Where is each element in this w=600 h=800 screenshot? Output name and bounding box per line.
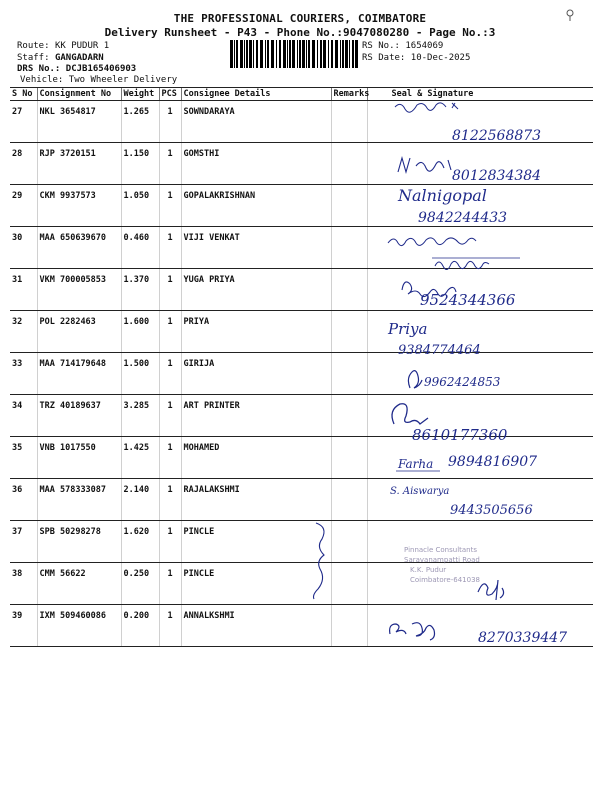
col-consignment: Consignment No — [37, 88, 121, 101]
row-signature-cell — [367, 605, 593, 647]
row-weight: 1.150 — [121, 143, 159, 185]
barcode-bar — [260, 40, 263, 68]
row-consignee: GOPALAKRISHNAN — [181, 185, 331, 227]
barcode-bar — [331, 40, 333, 68]
row-consignment-no: MAA 650639670 — [37, 227, 121, 269]
svg-text:Saravanampatti Road: Saravanampatti Road — [404, 556, 480, 564]
row-signature-cell — [367, 101, 593, 143]
row-consignment-no: RJP 3720151 — [37, 143, 121, 185]
row-sno: 37 — [10, 521, 37, 563]
route-line — [17, 41, 109, 51]
table-row — [10, 605, 593, 647]
row-consignment-no: SPB 50298278 — [37, 521, 121, 563]
staff-label: Staff: — [17, 53, 50, 63]
table-header-row — [10, 88, 593, 101]
barcode-bar — [230, 40, 233, 68]
row-remarks — [331, 395, 367, 437]
vehicle-line — [20, 75, 177, 85]
row-pcs: 1 — [159, 227, 181, 269]
barcode-bar — [279, 40, 281, 68]
barcode-bar — [297, 40, 298, 68]
row-pcs: 1 — [159, 563, 181, 605]
row-signature-cell — [367, 185, 593, 227]
row-consignment-no: MAA 714179648 — [37, 353, 121, 395]
row-pcs: 1 — [159, 269, 181, 311]
row-consignment-no: NKL 3654817 — [37, 101, 121, 143]
barcode-bar — [265, 40, 266, 68]
signature-name: Priya — [388, 320, 428, 338]
table-row — [10, 269, 593, 311]
barcode-bar — [234, 40, 235, 68]
barcode-bar — [246, 40, 248, 68]
row-signature-cell — [367, 269, 593, 311]
row-remarks — [331, 185, 367, 227]
row-weight: 1.620 — [121, 521, 159, 563]
row-weight: 0.200 — [121, 605, 159, 647]
col-remarks: Remarks — [331, 88, 367, 101]
barcode-bar — [355, 40, 358, 68]
signature-phone: 9842244433 — [418, 210, 508, 226]
row-consignee: GOMSTHI — [181, 143, 331, 185]
barcode-bar — [271, 40, 274, 68]
row-consignee: PINCLE — [181, 521, 331, 563]
row-sno: 36 — [10, 479, 37, 521]
row-sno: 38 — [10, 563, 37, 605]
row-consignee: ANNALKSHMI — [181, 605, 331, 647]
row-signature-cell — [367, 521, 593, 563]
rs-no-value: 1654069 — [405, 41, 444, 51]
barcode-bar — [253, 40, 254, 68]
row-consignment-no: CMM 56622 — [37, 563, 121, 605]
row-sno: 32 — [10, 311, 37, 353]
signature-phone: 8270339447 — [478, 630, 568, 646]
barcode-bar — [256, 40, 258, 68]
row-sno: 30 — [10, 227, 37, 269]
col-sno: S No — [10, 88, 37, 101]
row-weight: 0.250 — [121, 563, 159, 605]
row-weight: 1.500 — [121, 353, 159, 395]
row-consignee: PRIYA — [181, 311, 331, 353]
signature-phone: 8610177360 — [412, 426, 508, 444]
rs-date-label: RS Date: — [362, 53, 406, 63]
barcode-bar — [352, 40, 354, 68]
barcode-bar — [335, 40, 338, 68]
route-value: KK PUDUR 1 — [54, 41, 110, 51]
row-remarks — [331, 269, 367, 311]
row-pcs: 1 — [159, 185, 181, 227]
barcode-bar — [287, 40, 288, 68]
barcode-bar — [267, 40, 269, 68]
svg-text:K.K. Pudur: K.K. Pudur — [410, 566, 447, 574]
signature-name: Farha — [398, 457, 434, 471]
row-pcs: 1 — [159, 143, 181, 185]
barcode-bar — [320, 40, 322, 68]
row-weight: 1.265 — [121, 101, 159, 143]
barcode-bar — [240, 40, 243, 68]
row-signature-cell — [367, 227, 593, 269]
row-signature-cell — [367, 311, 593, 353]
rs-no-label: RS No.: — [362, 41, 400, 51]
row-remarks — [331, 143, 367, 185]
rs-date-line — [362, 53, 470, 63]
row-sno: 34 — [10, 395, 37, 437]
row-consignment-no: VNB 1017550 — [37, 437, 121, 479]
signature-phone: 9443505656 — [450, 503, 533, 518]
row-weight: 1.370 — [121, 269, 159, 311]
row-consignee: VIJI VENKAT — [181, 227, 331, 269]
signature-phone: 9962424853 — [424, 375, 501, 389]
rs-date-value: 10-Dec-2025 — [410, 53, 471, 63]
row-weight: 0.460 — [121, 227, 159, 269]
row-consignee: MOHAMED — [181, 437, 331, 479]
row-remarks — [331, 353, 367, 395]
row-pcs: 1 — [159, 521, 181, 563]
barcode-bar — [312, 40, 315, 68]
signature-name: Nalnigopal — [398, 186, 487, 205]
barcode-bar — [302, 40, 305, 68]
col-signature: Seal & Signature — [367, 88, 593, 101]
row-pcs: 1 — [159, 101, 181, 143]
rs-no-line — [362, 41, 443, 51]
barcode-bar — [236, 40, 238, 68]
vehicle-value: Two Wheeler Delivery — [68, 75, 178, 85]
row-sno: 33 — [10, 353, 37, 395]
row-remarks — [331, 605, 367, 647]
row-sno: 29 — [10, 185, 37, 227]
col-consignee: Consignee Details — [181, 88, 331, 101]
route-label: Route: — [17, 41, 50, 51]
row-pcs: 1 — [159, 353, 181, 395]
table-row — [10, 101, 593, 143]
svg-text:Pinnacle Consultants: Pinnacle Consultants — [404, 546, 477, 554]
row-consignment-no: TRZ 40189637 — [37, 395, 121, 437]
barcode-bar — [289, 40, 291, 68]
row-consignment-no: VKM 700005853 — [37, 269, 121, 311]
barcode — [230, 40, 358, 68]
barcode-bar — [276, 40, 277, 68]
row-weight: 1.050 — [121, 185, 159, 227]
row-consignment-no: IXM 509460086 — [37, 605, 121, 647]
row-pcs: 1 — [159, 437, 181, 479]
runsheet-table — [10, 87, 593, 647]
row-remarks — [331, 311, 367, 353]
row-remarks — [331, 521, 367, 563]
table-row — [10, 185, 593, 227]
row-pcs: 1 — [159, 605, 181, 647]
signature-phone: 9524344366 — [420, 291, 516, 309]
signature-phone: 8122568873 — [452, 128, 542, 144]
table-row — [10, 311, 593, 353]
row-weight: 3.285 — [121, 395, 159, 437]
drs-label: DRS No.: — [17, 64, 61, 74]
row-signature-cell — [367, 395, 593, 437]
row-consignee: PINCLE — [181, 563, 331, 605]
signature-name: S. Aiswarya — [390, 486, 450, 497]
row-sno: 35 — [10, 437, 37, 479]
table-row — [10, 227, 593, 269]
row-consignment-no: CKM 9937573 — [37, 185, 121, 227]
row-pcs: 1 — [159, 311, 181, 353]
barcode-bar — [345, 40, 348, 68]
barcode-bar — [292, 40, 295, 68]
row-signature-cell — [367, 437, 593, 479]
row-remarks — [331, 437, 367, 479]
drs-value: DCJB165406903 — [65, 64, 137, 74]
svg-text:Coimbatore-641038: Coimbatore-641038 — [410, 576, 480, 584]
vehicle-label: Vehicle: — [20, 75, 64, 85]
row-weight: 1.425 — [121, 437, 159, 479]
row-consignee: YUGA PRIYA — [181, 269, 331, 311]
company-title: THE PROFESSIONAL COURIERS, COIMBATORE — [173, 12, 427, 25]
table-row — [10, 395, 593, 437]
row-consignment-no: POL 2282463 — [37, 311, 121, 353]
row-signature-cell — [367, 143, 593, 185]
signature-phone: 9894816907 — [448, 454, 538, 470]
table-row — [10, 479, 593, 521]
row-consignee: RAJALAKSHMI — [181, 479, 331, 521]
row-consignee: GIRIJA — [181, 353, 331, 395]
row-sno: 31 — [10, 269, 37, 311]
row-remarks — [331, 479, 367, 521]
staff-line — [17, 53, 104, 63]
row-weight: 1.600 — [121, 311, 159, 353]
runsheet-subtitle: Delivery Runsheet - P43 - Phone No.:9047080280 - Page No.:3 — [104, 26, 496, 39]
table-row — [10, 521, 593, 563]
pin-icon — [563, 8, 577, 22]
staff-value: GANGADARN — [54, 53, 104, 63]
barcode-bar — [249, 40, 252, 68]
row-sno: 27 — [10, 101, 37, 143]
row-remarks — [331, 227, 367, 269]
barcode-bar — [317, 40, 318, 68]
row-remarks — [331, 101, 367, 143]
col-pcs: PCS — [159, 88, 181, 101]
barcode-bar — [323, 40, 326, 68]
signature-phone: 8012834384 — [452, 168, 542, 184]
drs-line — [17, 64, 136, 74]
barcode-bar — [349, 40, 350, 68]
row-weight: 2.140 — [121, 479, 159, 521]
row-sno: 28 — [10, 143, 37, 185]
row-signature-cell — [367, 353, 593, 395]
barcode-bar — [340, 40, 341, 68]
barcode-bar — [308, 40, 310, 68]
table-row — [10, 353, 593, 395]
barcode-bar — [283, 40, 286, 68]
barcode-bar — [306, 40, 307, 68]
table-row — [10, 563, 593, 605]
barcode-bar — [342, 40, 344, 68]
row-signature-cell — [367, 479, 593, 521]
table-row — [10, 437, 593, 479]
row-pcs: 1 — [159, 395, 181, 437]
col-weight: Weight — [121, 88, 159, 101]
row-consignment-no: MAA 578333087 — [37, 479, 121, 521]
row-sno: 39 — [10, 605, 37, 647]
table-row — [10, 143, 593, 185]
row-consignee: SOWNDARAYA — [181, 101, 331, 143]
barcode-bar — [244, 40, 245, 68]
signature-phone: 9384774464 — [398, 343, 481, 358]
barcode-bar — [328, 40, 329, 68]
row-remarks — [331, 563, 367, 605]
row-signature-cell — [367, 563, 593, 605]
barcode-bar — [299, 40, 301, 68]
row-pcs: 1 — [159, 479, 181, 521]
row-consignee: ART PRINTER — [181, 395, 331, 437]
